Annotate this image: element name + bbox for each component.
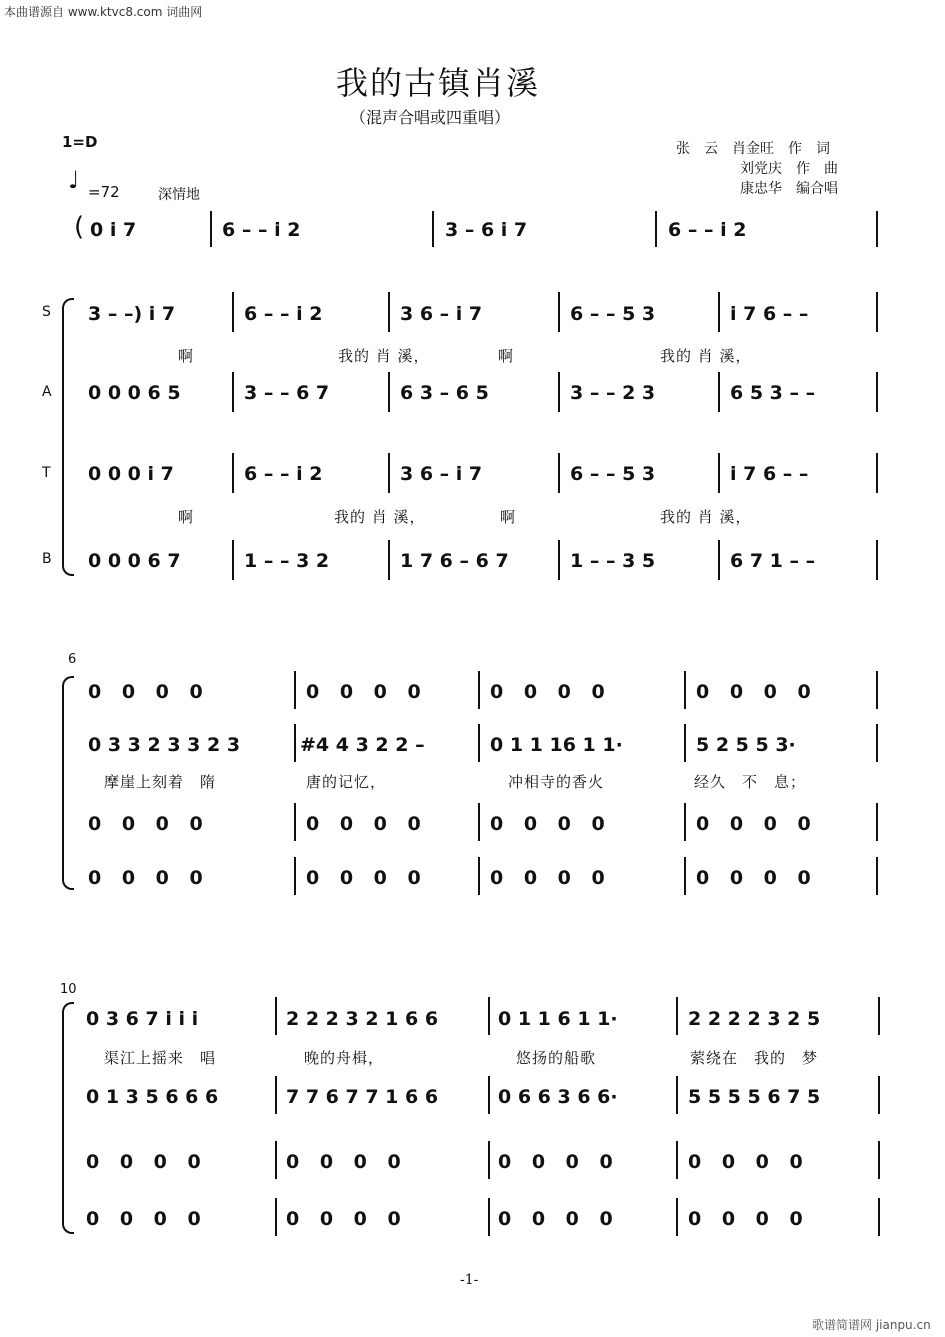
soprano-measure: 0 0 0 0 [306, 681, 421, 703]
barline [478, 857, 480, 895]
barline [876, 724, 878, 762]
bass-measure: 0 0 0 0 [86, 1208, 201, 1230]
barline [478, 803, 480, 841]
system-bracket [62, 298, 74, 576]
bass-measure: 0 0 0 0 [688, 1208, 803, 1230]
lyric: 唐的记忆， [306, 773, 387, 791]
barline [878, 1076, 880, 1114]
tenor-measure: i 7 6 – – [730, 463, 809, 485]
soprano-measure: 0 0 0 0 [696, 681, 811, 703]
tenor-measure: 0 0 0 0 [490, 813, 605, 835]
barline [488, 1076, 490, 1114]
lyric: 晚的舟楫， [304, 1049, 385, 1067]
soprano-measure: 0 0 0 0 [88, 681, 203, 703]
alto-measure: 7 7 6 7 7 1 6 6 [286, 1086, 439, 1108]
song-title: 我的古镇肖溪 [336, 64, 541, 102]
system-bracket [62, 1002, 74, 1234]
intro-open-paren: ( [74, 212, 85, 242]
barline [488, 1198, 490, 1236]
bass-measure: 6 7 1 – – [730, 550, 816, 572]
alto-measure: 3 – – 6 7 [244, 382, 330, 404]
barline [294, 724, 296, 762]
source-watermark: 本曲谱源自 www.ktvc8.com 词曲网 [4, 5, 203, 19]
barline [655, 211, 657, 247]
lyric: 啊 [500, 508, 517, 526]
intro-measure: 6 – – i 2 [668, 219, 747, 241]
expression-mark: 深情地 [158, 187, 200, 203]
barline [388, 292, 390, 332]
voice-label-tenor: T [42, 465, 51, 481]
tenor-measure: 0 0 0 0 [696, 813, 811, 835]
bass-measure: 1 – – 3 2 [244, 550, 330, 572]
bass-measure: 0 0 0 0 [498, 1208, 613, 1230]
barline [684, 857, 686, 895]
barline [488, 997, 490, 1035]
credit-arrangement: 康忠华 编合唱 [740, 181, 838, 197]
voice-label-alto: A [42, 384, 52, 400]
lyric: 渠江上摇来 唱 [104, 1049, 217, 1067]
barline [876, 372, 878, 412]
barline [684, 803, 686, 841]
soprano-measure: 3 – –) i 7 [88, 303, 176, 325]
alto-measure: 0 6 6 3 6 6· [498, 1086, 618, 1108]
barline [488, 1141, 490, 1179]
lyric: 啊 [498, 347, 515, 365]
alto-measure: #4 4 3 2 2 – [300, 734, 425, 756]
alto-measure: 6 3 – 6 5 [400, 382, 489, 404]
barline [232, 292, 234, 332]
bass-measure: 1 – – 3 5 [570, 550, 656, 572]
credit-lyrics: 张 云 肖金旺 作 词 [676, 141, 830, 157]
soprano-measure: i 7 6 – – [730, 303, 809, 325]
bass-measure: 0 0 0 0 [306, 867, 421, 889]
barline [478, 671, 480, 709]
soprano-measure: 0 3 6 7 i i i [86, 1008, 199, 1030]
soprano-measure: 6 – – i 2 [244, 303, 323, 325]
page-number: -1- [460, 1272, 479, 1288]
tenor-measure: 0 0 0 i 7 [88, 463, 174, 485]
barline [388, 453, 390, 493]
alto-measure: 0 1 3 5 6 6 6 [86, 1086, 219, 1108]
barline [676, 1076, 678, 1114]
tenor-measure: 0 0 0 0 [306, 813, 421, 835]
lyric: 萦绕在 我的 梦 [690, 1049, 819, 1067]
barline [684, 671, 686, 709]
barline [878, 1141, 880, 1179]
barline [876, 671, 878, 709]
alto-measure: 6 5 3 – – [730, 382, 816, 404]
barline [210, 211, 212, 247]
bass-measure: 1 7 6 – 6 7 [400, 550, 509, 572]
alto-measure: 0 3 3 2 3 3 2 3 [88, 734, 241, 756]
tenor-measure: 0 0 0 0 [286, 1151, 401, 1173]
barline [294, 857, 296, 895]
barline [676, 1141, 678, 1179]
barline [876, 540, 878, 580]
tenor-measure: 6 – – i 2 [244, 463, 323, 485]
lyric: 悠扬的船歌 [516, 1049, 597, 1067]
alto-measure: 5 2 5 5 3· [696, 734, 796, 756]
system-bracket [62, 676, 74, 890]
intro-measure: 3 – 6 i 7 [445, 219, 528, 241]
barline [275, 1076, 277, 1114]
barline [558, 540, 560, 580]
tempo-mark: =72 [88, 183, 120, 201]
bass-measure: 0 0 0 0 [88, 867, 203, 889]
barline [876, 803, 878, 841]
lyric: 冲相寺的香火 [508, 773, 605, 791]
barline [718, 372, 720, 412]
alto-measure: 3 – – 2 3 [570, 382, 656, 404]
barline [275, 1198, 277, 1236]
barline [388, 540, 390, 580]
lyric: 啊 [178, 347, 195, 365]
barline [558, 453, 560, 493]
tenor-measure: 0 0 0 0 [498, 1151, 613, 1173]
credit-music: 刘党庆 作 曲 [740, 161, 838, 177]
barline [232, 372, 234, 412]
barline [876, 211, 878, 247]
barline [718, 453, 720, 493]
measure-number: 6 [68, 652, 77, 667]
tenor-measure: 6 – – 5 3 [570, 463, 656, 485]
barline [388, 372, 390, 412]
barline [876, 292, 878, 332]
lyric: 我的 肖 溪， [334, 508, 426, 526]
song-subtitle: （混声合唱或四重唱） [350, 108, 511, 127]
tempo-note-icon: ♩ [68, 166, 80, 194]
voice-label-bass: B [42, 551, 52, 567]
barline [718, 292, 720, 332]
barline [275, 1141, 277, 1179]
barline [232, 540, 234, 580]
barline [232, 453, 234, 493]
lyric: 我的 肖 溪， [660, 347, 752, 365]
barline [718, 540, 720, 580]
barline [878, 997, 880, 1035]
alto-measure: 5 5 5 5 6 7 5 [688, 1086, 821, 1108]
bass-measure: 0 0 0 6 7 [88, 550, 181, 572]
soprano-measure: 2 2 2 3 2 1 6 6 [286, 1008, 439, 1030]
barline [558, 292, 560, 332]
soprano-measure: 0 0 0 0 [490, 681, 605, 703]
tenor-measure: 0 0 0 0 [688, 1151, 803, 1173]
barline [294, 671, 296, 709]
barline [684, 724, 686, 762]
site-footer-mark: 歌谱简谱网 jianpu.cn [812, 1318, 931, 1332]
barline [558, 372, 560, 412]
barline [878, 1198, 880, 1236]
barline [478, 724, 480, 762]
soprano-measure: 3 6 – i 7 [400, 303, 483, 325]
bass-measure: 0 0 0 0 [490, 867, 605, 889]
alto-measure: 0 0 0 6 5 [88, 382, 181, 404]
barline [876, 453, 878, 493]
barline [676, 1198, 678, 1236]
measure-number: 10 [60, 982, 77, 997]
barline [676, 997, 678, 1035]
bass-measure: 0 0 0 0 [696, 867, 811, 889]
tenor-measure: 3 6 – i 7 [400, 463, 483, 485]
lyric: 我的 肖 溪， [338, 347, 430, 365]
soprano-measure: 6 – – 5 3 [570, 303, 656, 325]
lyric: 我的 肖 溪， [660, 508, 752, 526]
intro-measure: 0 i 7 [90, 219, 137, 241]
intro-measure: 6 – – i 2 [222, 219, 301, 241]
tenor-measure: 0 0 0 0 [88, 813, 203, 835]
barline [294, 803, 296, 841]
barline [275, 997, 277, 1035]
alto-measure: 0 1 1 16 1 1· [490, 734, 623, 756]
lyric: 摩崖上刻着 隋 [104, 773, 217, 791]
barline [432, 211, 434, 247]
key-signature: 1=D [62, 133, 98, 151]
tenor-measure: 0 0 0 0 [86, 1151, 201, 1173]
soprano-measure: 2 2 2 2 3 2 5 [688, 1008, 821, 1030]
bass-measure: 0 0 0 0 [286, 1208, 401, 1230]
barline [876, 857, 878, 895]
lyric: 啊 [178, 508, 195, 526]
voice-label-soprano: S [42, 304, 51, 320]
lyric: 经久 不 息； [694, 773, 807, 791]
soprano-measure: 0 1 1 6 1 1· [498, 1008, 618, 1030]
